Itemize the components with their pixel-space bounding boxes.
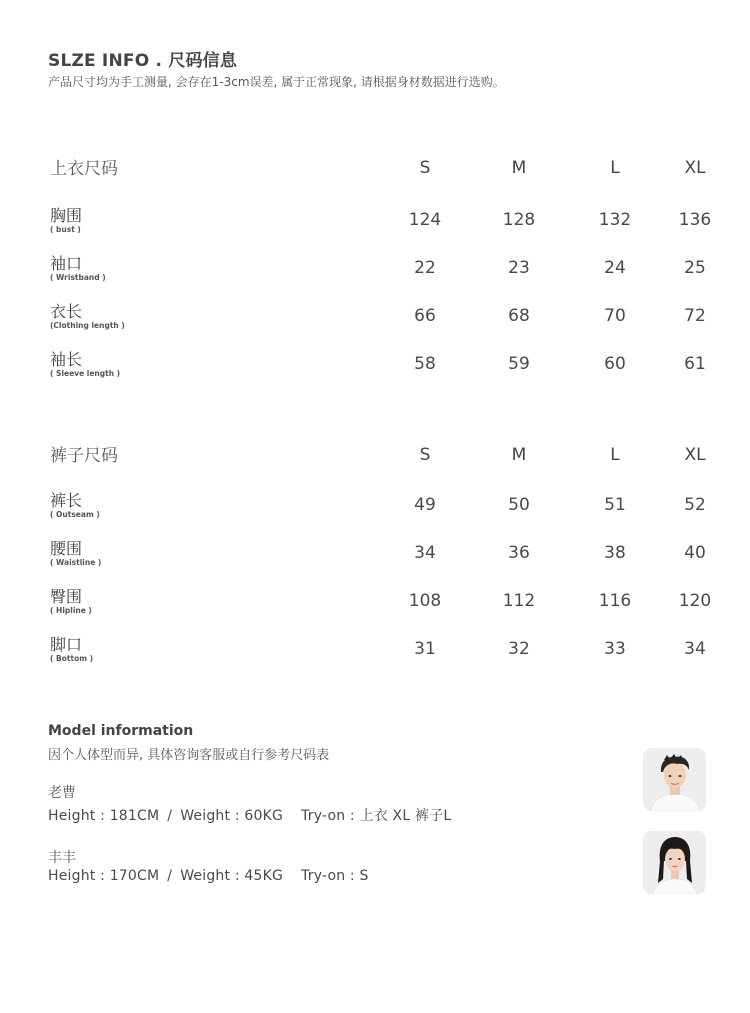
size-header-m: M [511, 445, 527, 465]
size-header-xl: XL [684, 445, 706, 465]
size-header-l: L [610, 445, 620, 465]
model-avatar-female [643, 831, 706, 894]
avatar-illustration [643, 831, 706, 894]
cell-value: 33 [604, 639, 626, 659]
cell-value: 49 [414, 495, 436, 515]
table-heading: 裤子尺码 [50, 446, 118, 466]
size-header-l: L [610, 158, 620, 178]
cell-value: 68 [508, 306, 530, 326]
model-info-subtitle: 因个人体型而异, 具体咨询客服或自行参考尺码表 [48, 748, 330, 763]
table-row [0, 536, 750, 576]
table-row [0, 488, 750, 528]
cell-value: 59 [508, 354, 530, 374]
measure-name-en: ( Sleeve length ) [50, 369, 121, 378]
table-row [0, 584, 750, 624]
cell-value: 66 [414, 306, 436, 326]
cell-value: 38 [604, 543, 626, 563]
table-row [0, 203, 750, 243]
measure-name: 脚口 [50, 635, 83, 654]
cell-value: 116 [598, 591, 632, 611]
model-stats [48, 868, 369, 884]
measure-name-en: ( Outseam ) [50, 510, 100, 519]
measure-name-en: (Clothing length ) [50, 321, 125, 330]
cell-value: 58 [414, 354, 436, 374]
measure-name: 腰围 [50, 539, 83, 558]
measure-name-en: ( Waistline ) [50, 558, 102, 567]
cell-value: 51 [604, 495, 626, 515]
cell-value: 34 [684, 639, 706, 659]
table-row [0, 347, 750, 387]
model-tryon: Try-on : S [301, 868, 369, 884]
table-row [0, 251, 750, 291]
cell-value: 132 [598, 210, 632, 230]
measure-name: 衣长 [50, 302, 83, 321]
model-stats [48, 805, 451, 825]
cell-value: 23 [508, 258, 530, 278]
cell-value: 112 [502, 591, 536, 611]
page-subtitle: 产品尺寸均为手工测量, 会存在1-3cm误差, 属于正常现象, 请根据身材数据进行选购。 [48, 75, 505, 89]
measure-name: 裤长 [50, 491, 83, 510]
separator: / [167, 808, 173, 824]
table-row [0, 299, 750, 339]
separator: / [167, 868, 173, 884]
model-info-title: Model information [48, 723, 194, 739]
model-weight: Weight : 60KG [180, 808, 284, 824]
model-height: Height : 170CM [48, 868, 160, 884]
measure-name: 袖口 [50, 254, 83, 273]
cell-value: 22 [414, 258, 436, 278]
cell-value: 120 [678, 591, 712, 611]
measure-name: 袖长 [50, 350, 83, 369]
model-avatar-male [643, 748, 706, 811]
cell-value: 34 [414, 543, 436, 563]
cell-value: 61 [684, 354, 706, 374]
cell-value: 124 [408, 210, 442, 230]
avatar-illustration [643, 748, 706, 811]
cell-value: 60 [604, 354, 626, 374]
cell-value: 24 [604, 258, 626, 278]
table-heading: 上衣尺码 [50, 159, 118, 179]
cell-value: 40 [684, 543, 706, 563]
measure-name-en: ( Hipline ) [50, 606, 92, 615]
cell-value: 108 [408, 591, 442, 611]
cell-value: 72 [684, 306, 706, 326]
cell-value: 31 [414, 639, 436, 659]
cell-value: 128 [502, 210, 536, 230]
model-name: 老曹 [48, 785, 76, 801]
cell-value: 25 [684, 258, 706, 278]
cell-value: 70 [604, 306, 626, 326]
measure-name: 臀围 [50, 587, 83, 606]
model-height: Height : 181CM [48, 808, 160, 824]
measure-name-en: ( Bottom ) [50, 654, 94, 663]
size-header-s: S [419, 158, 431, 178]
cell-value: 136 [678, 210, 712, 230]
cell-value: 52 [684, 495, 706, 515]
size-header-m: M [511, 158, 527, 178]
measure-name-en: ( bust ) [50, 225, 81, 234]
cell-value: 32 [508, 639, 530, 659]
size-header-s: S [419, 445, 431, 465]
cell-value: 36 [508, 543, 530, 563]
size-header-xl: XL [684, 158, 706, 178]
table-row [0, 632, 750, 672]
measure-name: 胸围 [50, 206, 83, 225]
model-name: 丰丰 [48, 850, 76, 866]
model-weight: Weight : 45KG [180, 868, 284, 884]
page-title: SLZE INFO . 尺码信息 [48, 51, 238, 71]
model-tryon: Try-on : 上衣 XL 裤子L [301, 808, 452, 824]
measure-name-en: ( Wristband ) [50, 273, 106, 282]
cell-value: 50 [508, 495, 530, 515]
